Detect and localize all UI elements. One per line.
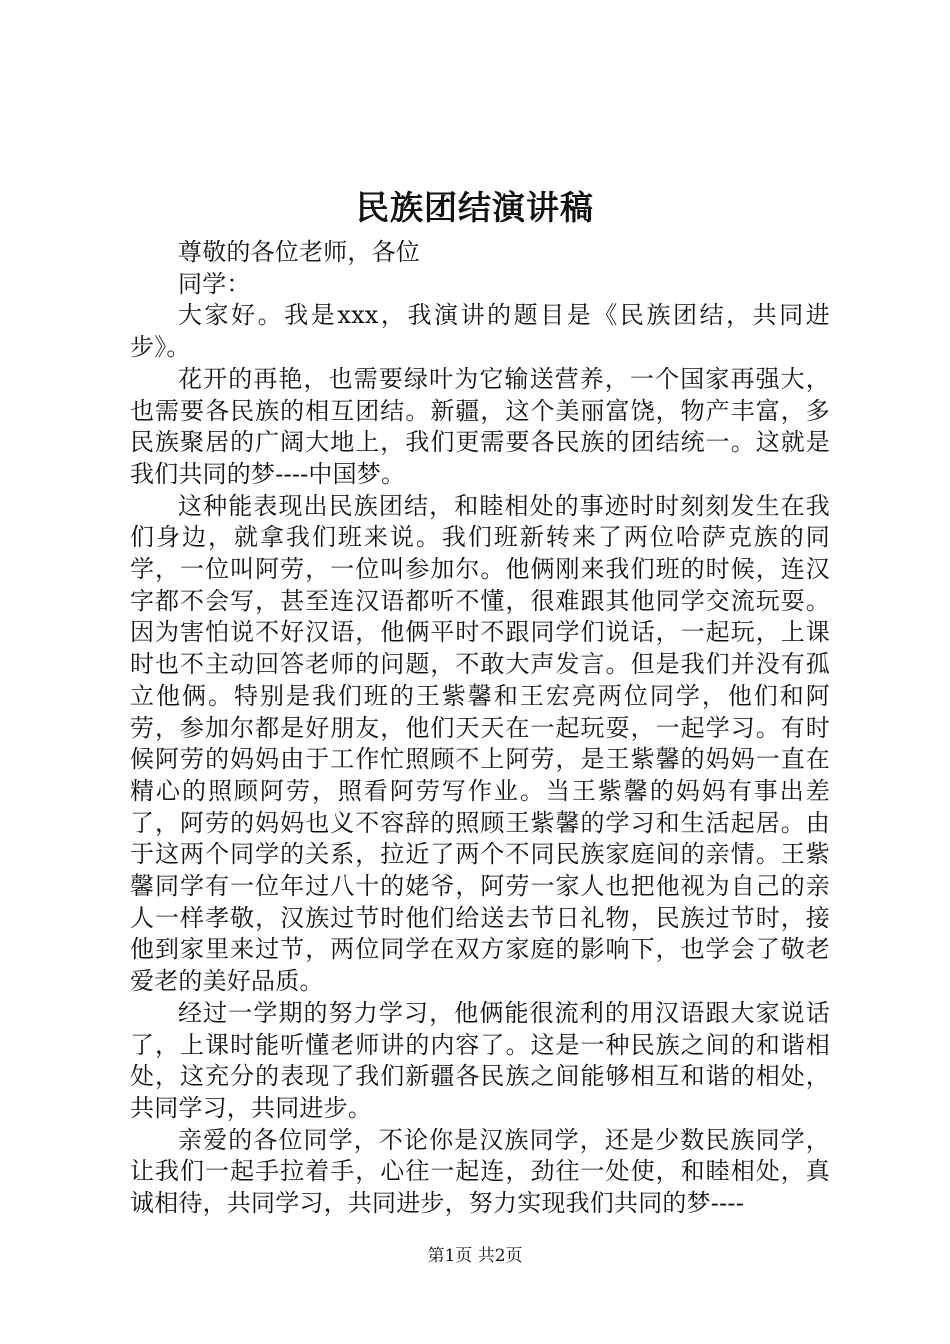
document-title: 民族团结演讲稿 — [356, 188, 594, 227]
document-body — [130, 237, 830, 1220]
paragraph-progress: 经过一学期的努力学习，他俩能很流利的用汉语跟大家说话了，上课时能听懂老师讲的内容了。这是一种民族之间的和谐相处，这充分的表现了我们新疆各民族之间能够相互和谐的相处，共同学习，共同进步。 — [130, 998, 830, 1122]
paragraph-intro: 花开的再艳，也需要绿叶为它输送营养，一个国家再强大，也需要各民族的相互团结。新疆，这个美丽富饶，物产丰富，多民族聚居的广阔大地上，我们更需要各民族的团结统一。这就是我们共同的梦----中国梦。 — [130, 364, 830, 488]
paragraph-story: 这种能表现出民族团结，和睦相处的事迹时时刻刻发生在我们身边，就拿我们班来说。我们班新转来了两位哈萨克族的同学，一位叫阿劳，一位叫参加尔。他俩刚来我们班的时候，连汉字都不会写，甚至连汉语都听不懂，很难跟其他同学交流玩耍。因为害怕说不好汉语，他俩平时不跟同学们说话，一起玩，上课时也不主动回答老师的问题，不敢大声发言。但是我们并没有孤立他俩。特别是我们班的王紫馨和王宏亮两位同学，他们和阿劳，参加尔都是好朋友，他们天天在一起玩耍，一起学习。有时候阿劳的妈妈由于工作忙照顾不上阿劳，是王紫馨的妈妈一直在精心的照顾阿劳，照看阿劳写作业。当王紫馨的妈妈有事出差了，阿劳的妈妈也义不容辞的照顾王紫馨的学习和生活起居。由于这两个同学的关系，拉近了两个不同民族家庭间的亲情。王紫馨同学有一位年过八十的姥爷，阿劳一家人也把他视为自己的亲人一样孝敬，汉族过节时他们给送去节日礼物，民族过节时，接他到家里来过节，两位同学在双方家庭的影响下，也学会了敬老爱老的美好品质。 — [130, 491, 830, 996]
page-number-footer: 第1页 共2页 — [427, 1246, 523, 1266]
paragraph-greeting: 大家好。我是xxx，我演讲的题目是《民族团结，共同进步》。 — [130, 301, 830, 362]
paragraph-closing: 亲爱的各位同学，不论你是汉族同学，还是少数民族同学，让我们一起手拉着手，心往一起连，劲往一处使，和睦相处，真诚相待，共同学习，共同进步，努力实现我们共同的梦---- — [130, 1125, 830, 1218]
paragraph-salutation: 尊敬的各位老师，各位 — [178, 238, 420, 266]
paragraph-salutation-cont: 同学： — [178, 269, 251, 298]
